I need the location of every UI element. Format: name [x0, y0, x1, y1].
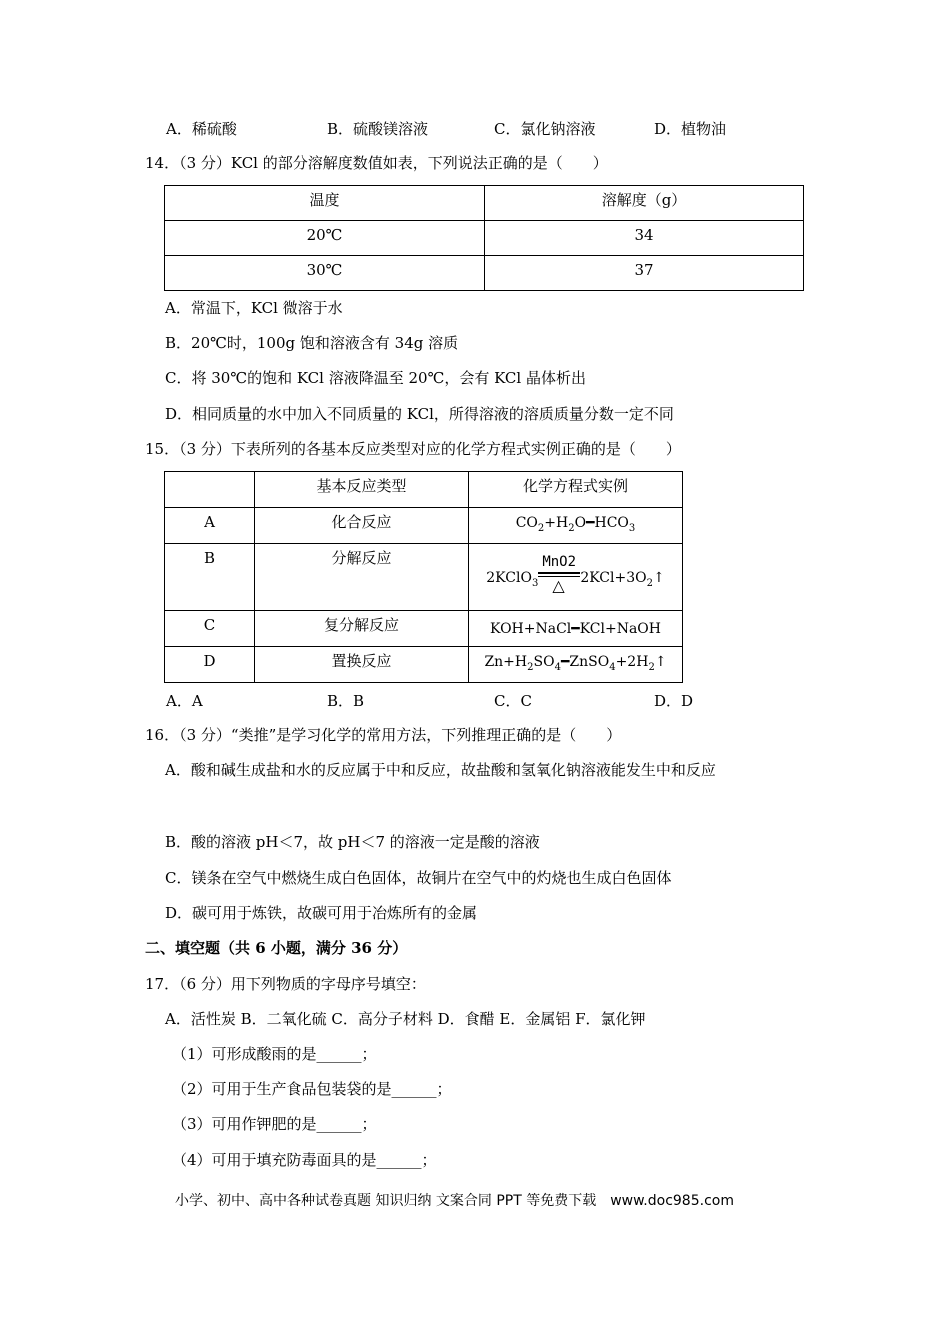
table-cell: D: [165, 647, 255, 683]
q15-table: [164, 471, 683, 683]
section-heading: 二、填空题（共 6 小题，满分 36 分）: [145, 939, 408, 957]
table-header-cell: 基本反应类型: [255, 472, 469, 508]
equation-cell: [469, 544, 683, 611]
q13-option-b: B．硫酸镁溶液: [327, 120, 429, 138]
table-cell: 30℃: [165, 256, 485, 291]
q14-option-a: A．常温下，KCl 微溶于水: [165, 299, 343, 317]
table-row: [165, 508, 683, 544]
q17-item-3: （3）可用作钾肥的是______；: [172, 1115, 377, 1133]
table-cell: 37: [485, 256, 804, 291]
equation-cell: [469, 647, 683, 683]
table-row: [165, 221, 804, 256]
reaction-condition: [538, 554, 580, 596]
table-cell: A: [165, 508, 255, 544]
q15-option-c: C．C: [494, 692, 532, 710]
table-row: [165, 611, 683, 647]
q13-option-c: C．氯化钠溶液: [494, 120, 596, 138]
q16-option-b: B．酸的溶液 pH＜7，故 pH＜7 的溶液一定是酸的溶液: [165, 833, 540, 851]
equation-cell: [469, 508, 683, 544]
table-header-cell: 化学方程式实例: [469, 472, 683, 508]
equation-d: $Zn+H_2SO_4━ZnSO_4+2H_2↑$: [484, 654, 667, 673]
q15-options: [0, 690, 950, 712]
table-row: [165, 256, 804, 291]
q17-stem: 17．（6 分）用下列物质的字母序号填空：: [145, 975, 426, 993]
table-cell: 34: [485, 221, 804, 256]
table-cell: 置换反应: [255, 647, 469, 683]
q14-option-d: D．相同质量的水中加入不同质量的 KCl，所得溶液的溶质质量分数一定不同: [165, 405, 674, 423]
q17-choices: A．活性炭 B．二氧化硫 C．高分子材料 D．食醋 E．金属铝 F．氯化钾: [165, 1010, 646, 1028]
table-header-row: [165, 472, 683, 508]
table-cell: 化合反应: [255, 508, 469, 544]
table-header-row: [165, 186, 804, 221]
q16-stem: 16．（3 分）“类推”是学习化学的常用方法，下列推理正确的是（ ）: [145, 726, 622, 744]
q14-stem: 14．（3 分）KCl 的部分溶解度数值如表，下列说法正确的是（ ）: [145, 154, 608, 172]
q13-options: [0, 118, 950, 140]
table-header-cell: 溶解度（g）: [485, 186, 804, 221]
equation-a: $CO_2+H_2O━HCO_3$: [515, 515, 636, 534]
q16-option-a: A．酸和碱生成盐和水的反应属于中和反应，故盐酸和氢氧化钠溶液能发生中和反应: [165, 761, 716, 779]
q17-item-4: （4）可用于填充防毒面具的是______；: [172, 1151, 437, 1169]
q14-option-c: C．将 30℃的饱和 KCl 溶液降温至 20℃，会有 KCl 晶体析出: [165, 369, 586, 387]
q17-item-1: （1）可形成酸雨的是______；: [172, 1045, 377, 1063]
equation-cell: [469, 611, 683, 647]
table-header-cell: 温度: [165, 186, 485, 221]
q13-option-a: A．稀硫酸: [166, 120, 237, 138]
q13-option-d: D．植物油: [654, 120, 727, 138]
table-cell: 分解反应: [255, 544, 469, 611]
q15-stem: 15．（3 分）下表所列的各基本反应类型对应的化学方程式实例正确的是（ ）: [145, 440, 681, 458]
heat-symbol: △: [552, 576, 565, 596]
table-cell: C: [165, 611, 255, 647]
catalyst-label: MnO2: [542, 554, 577, 571]
table-row: [165, 647, 683, 683]
q15-option-d: D．D: [654, 692, 694, 710]
table-cell: B: [165, 544, 255, 611]
q14-option-b: B．20℃时，100g 饱和溶液含有 34g 溶质: [165, 334, 459, 352]
q17-item-2: （2）可用于生产食品包装袋的是______；: [172, 1080, 452, 1098]
equation-c: KOH+NaCl━KCl+NaOH: [489, 621, 661, 637]
table-row: [165, 544, 683, 611]
q14-table: [164, 185, 804, 291]
q15-option-b: B．B: [327, 692, 365, 710]
page-footer: 小学、初中、高中各种试卷真题 知识归纳 文案合同 PPT 等免费下载 www.doc985.com: [175, 1193, 734, 1209]
q16-option-c: C．镁条在空气中燃烧生成白色固体，故铜片在空气中的灼烧也生成白色固体: [165, 869, 672, 887]
q16-option-d: D．碳可用于炼铁，故碳可用于冶炼所有的金属: [165, 904, 478, 922]
table-cell: 20℃: [165, 221, 485, 256]
equation-b: 2KClO$_3$ $\frac{\text{MnO2}}{\triangle}$ $2KCl+3O_2↑$: [486, 556, 664, 598]
q15-option-a: A．A: [166, 692, 203, 710]
table-cell: 复分解反应: [255, 611, 469, 647]
table-header-cell: [165, 472, 255, 508]
